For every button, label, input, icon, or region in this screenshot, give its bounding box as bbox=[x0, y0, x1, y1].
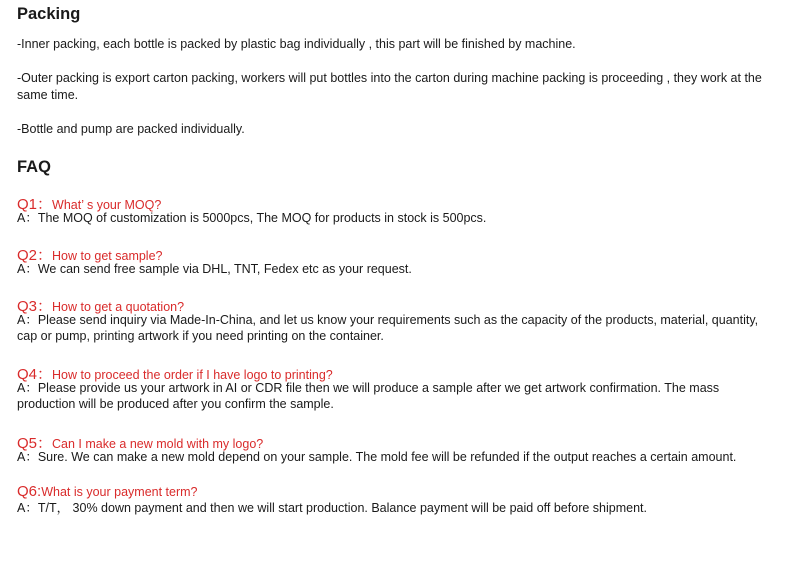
faq-answer-2 bbox=[17, 261, 777, 277]
faq-answer-5 bbox=[17, 449, 777, 465]
packing-heading: Packing bbox=[17, 5, 81, 23]
faq-question-number: Q6: bbox=[17, 483, 42, 500]
faq-answer-4 bbox=[17, 380, 777, 412]
faq-question-text: How to proceed the order if I have logo to printing? bbox=[52, 368, 333, 382]
faq-answer-label: A： bbox=[17, 313, 38, 327]
packing-paragraph-outer: -Outer packing is export carton packing, workers will put bottles into the carton during machine packing is proceeding , they work at the same time. bbox=[17, 71, 762, 102]
packing-paragraph-bottle: -Bottle and pump are packed individually. bbox=[17, 122, 245, 136]
faq-answer-6 bbox=[17, 500, 777, 516]
faq-answer-label: A： bbox=[17, 262, 38, 276]
faq-answer-label: A： bbox=[17, 450, 38, 464]
faq-answer-text: The MOQ of customization is 5000pcs, The MOQ for products in stock is 500pcs. bbox=[37, 211, 487, 225]
faq-heading: FAQ bbox=[17, 158, 51, 176]
faq-answer-text: We can send free sample via DHL, TNT, Fedex etc as your request. bbox=[37, 262, 412, 276]
faq-question-number: Q5： bbox=[17, 435, 53, 452]
faq-question-text: How to get sample? bbox=[52, 249, 163, 263]
packing-paragraph-inner: -Inner packing, each bottle is packed by plastic bag individually , this part will be finished by machine. bbox=[17, 37, 576, 51]
faq-answer-label: A： bbox=[17, 211, 38, 225]
faq-answer-1 bbox=[17, 210, 777, 226]
faq-answer-text: Please provide us your artwork in AI or CDR file then we will produce a sample after we get artwork confirmation. The mass production will be produced after you confirm the sample. bbox=[17, 381, 720, 411]
faq-question-number: Q3： bbox=[17, 298, 53, 315]
faq-answer-text: Sure. We can make a new mold depend on your sample. The mold fee will be refunded if the output reaches a certain amount. bbox=[37, 450, 737, 464]
faq-question-text: Can I make a new mold with my logo? bbox=[52, 437, 264, 451]
faq-answer-text: Please send inquiry via Made-In-China, and let us know your requirements such as the capacity of the products, material, quantity, cap or pump, printing artwork if you need printing on the container. bbox=[17, 313, 759, 343]
faq-question-text: What is your payment term? bbox=[41, 485, 198, 499]
faq-answer-text: T/T， 30% down payment and then we will start production. Balance payment will be paid off before shipment. bbox=[37, 501, 647, 515]
faq-question-6 bbox=[17, 483, 198, 500]
faq-answer-3 bbox=[17, 312, 777, 344]
faq-answer-label: A： bbox=[17, 501, 38, 515]
faq-question-number: Q4： bbox=[17, 366, 53, 383]
faq-question-number: Q1： bbox=[17, 196, 53, 213]
faq-question-number: Q2： bbox=[17, 247, 53, 264]
faq-question-text: What’ s your MOQ? bbox=[52, 198, 162, 212]
faq-question-text: How to get a quotation? bbox=[52, 300, 185, 314]
faq-answer-label: A： bbox=[17, 381, 38, 395]
